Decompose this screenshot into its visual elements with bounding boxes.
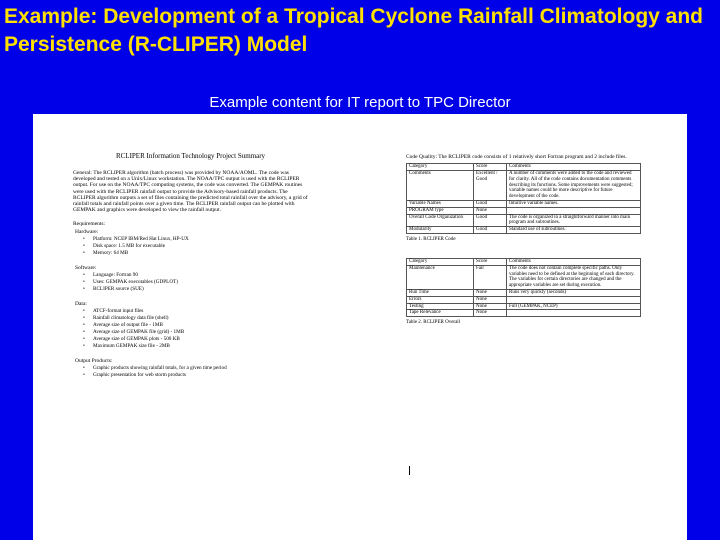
table-cell: Testing (407, 303, 474, 310)
table-cell: None (474, 207, 507, 214)
overall-table (406, 258, 641, 317)
hardware-list (73, 236, 308, 257)
table-header-row (407, 258, 641, 265)
code-quality-intro: Code Quality: The RCLIPER code consists of 1 relatively short Fortran program and 2 include files. (406, 154, 627, 160)
table-cell: Runs very quickly (seconds) (507, 289, 641, 296)
table-cell: Good (474, 200, 507, 207)
table-cell: Run Time (407, 289, 474, 296)
table-cell: Modularity (407, 227, 474, 234)
table-cell: The code is organized in a straightforward manner into main program and subroutines. (507, 214, 641, 227)
software-list (73, 272, 308, 293)
list-item: • RCLIPER source (SUE) (83, 286, 308, 293)
document-right-column (406, 154, 641, 341)
table-row (407, 265, 641, 289)
table-row (407, 303, 641, 310)
table-header: Comments (507, 164, 641, 171)
table-cell: None (474, 296, 507, 303)
slide-subtitle: Example content for IT report to TPC Director (209, 94, 511, 111)
document-heading: RCLIPER Information Technology Project Summary (115, 152, 266, 160)
table-cell: Tape Relevance (407, 310, 474, 317)
slide-title: Example: Development of a Tropical Cyclone Rainfall Climatology and Persistence (R-CLIPER) Model (4, 5, 703, 56)
table-cell: Fair (474, 265, 507, 289)
table-row (407, 171, 641, 201)
table-cell: None (474, 310, 507, 317)
output-products-label: Output Products: (75, 358, 113, 365)
table-cell: Overall Code Organization (407, 214, 474, 227)
table-header: Score (474, 258, 507, 265)
table-cell: None (474, 289, 507, 296)
table-cell: Intuitive variable names. (507, 200, 641, 207)
list-item: • Memory: 64 MB (83, 250, 308, 257)
table-cell: Standard use of subroutines. (507, 227, 641, 234)
list-item: • Graphic presentation for web storm products (83, 372, 308, 379)
table-row (407, 227, 641, 234)
hardware-label: Hardware: (75, 229, 99, 236)
table-cell: A number of comments were added to the code and reviewed for clarity. All of the code contains documentation comments describing its functions. Some improvements were suggested; variable names could be more descriptive for future development of the code. (507, 171, 641, 201)
data-label: Data: (75, 301, 87, 308)
requirements-label: Requirements: (73, 221, 106, 228)
document-page (33, 114, 687, 540)
list-item: • Average size of GEMPAK plots - 500 KB (83, 336, 308, 343)
list-item: • Rainfall climatology data file (shell) (83, 315, 308, 322)
list-item: • Graphic products showing rainfall totals, for a given time period (83, 365, 308, 372)
list-item: • Platform: NCEP IBM/Red Hat Linux, HP-UX (83, 236, 308, 243)
table-header: Score (474, 164, 507, 171)
table-row (407, 310, 641, 317)
list-item: • ATCF-format input files (83, 308, 308, 315)
table-caption: Table 2. RCLIPER Overall (406, 320, 461, 326)
list-item: • Average size of output file - 1MB (83, 322, 308, 329)
list-item: • Average size of GEMPAK file (grid) - 1MB (83, 329, 308, 336)
code-table (406, 163, 641, 234)
list-item: • Maximum GEMPAK size file - 2MB (83, 343, 308, 350)
table-header: Category (407, 164, 474, 171)
software-label: Software: (75, 265, 97, 272)
table-row (407, 214, 641, 227)
list-item: • Language: Fortran 90 (83, 272, 308, 279)
table-cell: Variable Names (407, 200, 474, 207)
table-cell: None (474, 303, 507, 310)
table-caption: Table 1. RCLIPER Code (406, 236, 456, 242)
table-row (407, 289, 641, 296)
list-item: • Disk space: 1.5 MB for executable (83, 243, 308, 250)
table-cell (507, 207, 641, 214)
table-cell: Excellent / Good (474, 171, 507, 201)
output-list (73, 365, 308, 379)
table-row (407, 200, 641, 207)
table-cell (507, 296, 641, 303)
table-cell: Good (474, 227, 507, 234)
table-cell: The code does not contain complete specific paths. Only variables need to be defined at the beginning of each directory. The variables for certain directories are changed and the appropriate variables are set during execution. (507, 265, 641, 289)
table-cell: Comments (407, 171, 474, 201)
data-list (73, 308, 308, 350)
table-row (407, 296, 641, 303)
table-cell: Good (474, 214, 507, 227)
table-cell: Errors (407, 296, 474, 303)
table-row (407, 207, 641, 214)
table-cell: Maintenance (407, 265, 474, 289)
list-item: • Uses: GEMPAK executables (GDPLOT) (83, 279, 308, 286)
table-cell: Full (GEMPAK, NCEP) (507, 303, 641, 310)
table-cell: PROGRAM type (407, 207, 474, 214)
table-header: Comments (507, 258, 641, 265)
table-header: Category (407, 258, 474, 265)
table-header-row (407, 164, 641, 171)
text-cursor (409, 466, 410, 475)
document-left-column (73, 152, 308, 379)
table-cell (507, 310, 641, 317)
document-intro: General: The RCLIPER algorithm (batch process) was provided by NOAA/AOML. The code was developed and tested on a Unix/Linux workstation. The NOAA/TPC output is used with the RCLIPER output. For use on the NOAA/TPC computing systems, the code was converted. The GEMPAK routines were used with the RCLIPER rainfall output to provide the Advisory-based rainfall products. The RCLIPER algorithm outputs a set of files containing the predicted total rainfall over the advisory, a grid of rainfall totals and rainfall points over a given time. The RCLIPER rainfall output can be plotted with GEMPAK and graphics were developed to view the rainfall output. (73, 170, 308, 214)
